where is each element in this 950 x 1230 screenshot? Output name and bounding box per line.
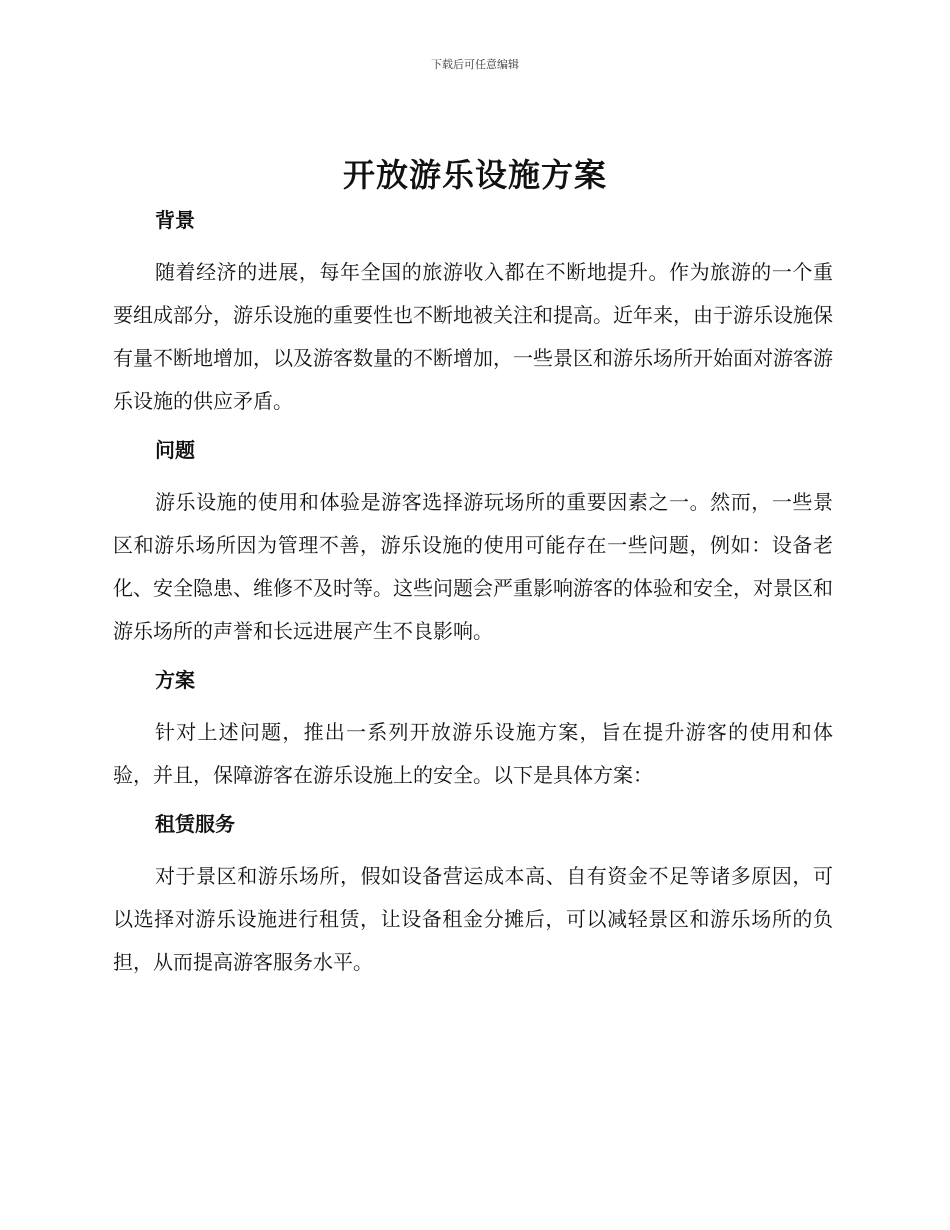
document-title: 开放游乐设施方案 [342, 156, 607, 194]
header-note: 下载后可任意编辑 [431, 58, 519, 71]
section-heading: 问题 [155, 438, 195, 462]
section-paragraph: 对于景区和游乐场所，假如设备营运成本高、自有资金不足等诸多原因，可以选择对游乐设施进行租赁，让设备租金分摊后，可以减轻景区和游乐场所的负担，从而提高游客服务水平。 [113, 864, 833, 974]
section-heading: 方案 [155, 668, 195, 692]
section-heading: 背景 [155, 208, 195, 232]
section-background [113, 205, 833, 435]
section-paragraph: 游乐设施的使用和体验是游客选择游玩场所的重要因素之一。然而，一些景区和游乐场所因为管理不善，游乐设施的使用可能存在一些问题，例如：设备老化、安全隐患、维修不及时等。这些问题会严重影响游客的体验和安全，对景区和游乐场所的声誉和长远进展产生不良影响。 [113, 490, 833, 643]
section-plan [113, 665, 833, 809]
section-paragraph: 针对上述问题，推出一系列开放游乐设施方案，旨在提升游客的使用和体验，并且，保障游客在游乐设施上的安全。以下是具体方案： [113, 720, 833, 787]
section-heading: 租赁服务 [155, 812, 235, 836]
section-paragraph: 随着经济的进展，每年全国的旅游收入都在不断地提升。作为旅游的一个重要组成部分，游乐设施的重要性也不断地被关注和提高。近年来，由于游乐设施保有量不断地增加，以及游客数量的不断增加，一些景区和游乐场所开始面对游客游乐设施的供应矛盾。 [113, 260, 833, 413]
section-problem [113, 435, 833, 665]
document-body [113, 205, 833, 984]
section-rental-service [113, 809, 833, 984]
